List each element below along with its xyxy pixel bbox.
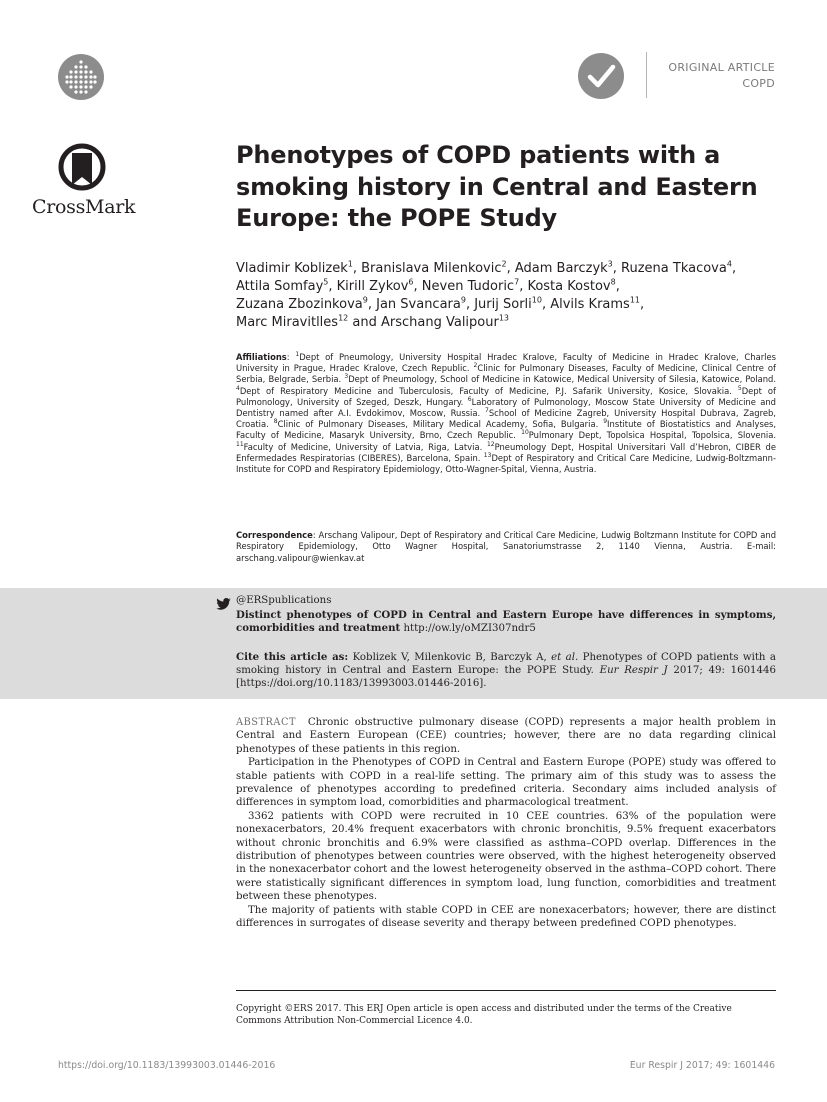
citation-journal: Eur Respir J: [599, 665, 668, 677]
correspondence: Correspondence: Arschang Valipour, Dept of Respiratory and Critical Care Medicine, Ludwig Boltzmann Institute for COPD and Respiratory Epidemiology, Otto Wagner Hospital, Sanatoriumstrasse 2, 1140 Vienna, Austria. E-mail: arschang.valipour@wienkav.at: [236, 530, 777, 563]
title-line: smoking history in Central and Eastern: [236, 172, 758, 201]
author: Ruzena Tkacova$^4$,: [621, 259, 737, 276]
author: Zuzana Zbozinkova$^9$,: [236, 295, 377, 312]
citation-ref[interactable]: 2017; 49: 1601446 [https://doi.org/10.1183/13993003.01446-2016].: [236, 665, 776, 690]
crossmark-bookmark-icon: [58, 143, 106, 193]
crossmark-label: CrossMark: [32, 196, 136, 218]
author: Kosta Kostov$^8$,: [527, 277, 620, 294]
article-type: [668, 60, 775, 92]
affiliation: $^{12}$Pneumology Dept, Hospital Universitari Vall d’Hebron, CIBER de Enfermedades Respiratorias (CIBERES), Barcelona, Spain.: [236, 440, 776, 463]
article-type-label: ORIGINAL ARTICLE: [668, 61, 775, 74]
abstract-paragraph: The majority of patients with stable COPD in CEE are nonexacerbators; however, there are distinct differences in surrogates of disease severity and therapy between predefined COPD phenotypes.: [236, 904, 776, 930]
author: Vladimir Koblizek$^1$,: [236, 259, 362, 276]
author: Adam Barczyk$^3$,: [514, 259, 622, 276]
twitter-bird-icon[interactable]: [216, 595, 231, 607]
citation-et-al: et al.: [551, 652, 579, 663]
citation-title: Phenotypes of COPD patients with a smoking history in Central and Eastern Europe: the POPE Study.: [236, 652, 776, 677]
footnote-divider: [236, 990, 776, 991]
affiliation: $^1$Dept of Pneumology, University Hospital Hradec Kralove, Faculty of Medicine in Hradec Kralove, Charles University in Prague, Hradec Kralove, Czech Republic.: [236, 351, 777, 374]
affiliation: $^4$Dept of Respiratory Medicine and Tuberculosis, Faculty of Medicine, P.J. Safarik University, Kosice, Slovakia.: [236, 384, 732, 396]
author: Alvils Krams$^{11}$,: [550, 295, 645, 312]
author: Attila Somfay$^5$,: [236, 277, 337, 294]
author-list: [236, 260, 781, 332]
article-title: [236, 140, 776, 235]
header-divider: [646, 52, 647, 98]
footer-doi-link[interactable]: https://doi.org/10.1183/13993003.01446-2016: [58, 1060, 276, 1071]
correspondence-text[interactable]: Arschang Valipour, Dept of Respiratory and Critical Care Medicine, Ludwig Boltzmann Institute for COPD and Respiratory Epidemiology, Otto Wagner Hospital, Sanatoriumstrasse 2, 1140 Vienna, Austria. E-mail: arschang.valipour@wienkav.at: [236, 530, 777, 563]
affiliation: $^{11}$Faculty of Medicine, University of Latvia, Riga, Latvia.: [236, 440, 483, 452]
abstract-heading: ABSTRACT: [236, 717, 297, 728]
author: Marc Miravitlles$^{12}$ and: [236, 313, 381, 330]
author: Neven Tudoric$^7$,: [421, 277, 528, 294]
affiliation: $^{13}$Dept of Respiratory and Critical Care Medicine, Ludwig-Boltzmann-Institute for COPD and Respiratory Epidemiology, Otto-Wagner-Spital, Vienna, Austria.: [236, 452, 776, 475]
article-topic: COPD: [742, 77, 775, 90]
tweet-link[interactable]: http://ow.ly/oMZI307ndr5: [403, 623, 536, 635]
affiliation: $^7$School of Medicine Zagreb, University Hospital Dubrava, Zagreb, Croatia.: [236, 407, 776, 430]
affiliations: Affiliations: $^1$Dept of Pneumology, University Hospital Hradec Kralove, Faculty of Medicine in Hradec Kralove, Charles University in Prague, Hradec Kralove, Czech Republic. $^2$Clinic for Pulmonary Diseases, Faculty of Medicine, Clinical Centre of Serbia, Belgrade, Serbia. $^3$Dept of Pneumology, School of Medicine in Katowice, Medical University of Silesia, Katowice, Poland. $^4$Dept of Respiratory Medicine and Tuberculosis, Faculty of Medicine, P.J. Safarik University, Kosice, Slovakia. $^5$Dept of Pulmonology, University of Szeged, Deszk, Hungary. $^6$Laboratory of Pulmonology, Moscow State University of Medicine and Dentistry named after A.I. Evdokimov, Moscow, Russia. $^7$School of Medicine Zagreb, University Hospital Dubrava, Zagreb, Croatia. $^8$Clinic of Pulmonary Diseases, Military Medical Academy, Sofia, Bulgaria. $^9$Institute of Biostatistics and Analyses, Faculty of Medicine, Masaryk University, Brno, Czech Republic. $^{10}$Pulmonary Dept, Topolsica Hospital, Topolsica, Slovenia. $^{11}$Faculty of Medicine, University of Latvia, Riga, Latvia. $^{12}$Pneumology Dept, Hospital Universitari Vall d’Hebron, CIBER de Enfermedades Respiratorias (CIBERES), Barcelona, Spain. $^{13}$Dept of Respiratory and Critical Care Medicine, Ludwig-Boltzmann-Institute for COPD and Respiratory Epidemiology, Otto-Wagner-Spital, Vienna, Austria.: [236, 351, 777, 475]
tweet-body: Distinct phenotypes of COPD in Central and Eastern Europe have differences in symptoms, comorbidities and treatment: [236, 609, 776, 635]
abstract-paragraph: ABSTRACT Chronic obstructive pulmonary disease (COPD) represents a major health problem in Central and Eastern European (CEE) countries; however, there are no data regarding clinical phenotypes of these patients in this region.: [236, 717, 776, 755]
crossmark-badge[interactable]: [32, 143, 136, 218]
citation: [236, 651, 776, 691]
citation-authors: Koblizek V, Milenkovic B, Barczyk A,: [352, 652, 547, 663]
copyright-notice: Copyright ©ERS 2017. This ERJ Open article is open access and distributed under the terms of the Creative Commons Attribution Non-Commercial Licence 4.0.: [236, 1004, 732, 1026]
abstract-paragraph: Participation in the Phenotypes of COPD in Central and Eastern Europe (POPE) study was offered to stable patients with COPD in a real-life setting. The primary aim of this study was to assess the prevalence of phenotypes according to predefined criteria. Secondary aims included analysis of differences in symptom load, comorbidities and pharmacological treatment.: [236, 757, 776, 809]
title-line: Phenotypes of COPD patients with a: [236, 141, 721, 169]
author: Arschang Valipour$^{13}$: [380, 313, 510, 330]
correspondence-label: Correspondence: [236, 530, 313, 540]
affiliation: $^8$Clinic of Pulmonary Diseases, Military Medical Academy, Sofia, Bulgaria.: [273, 418, 599, 430]
twitter-handle[interactable]: @ERSpublications: [236, 595, 332, 606]
tweet-text: [236, 609, 776, 635]
author: Jan Svancara$^9$,: [376, 295, 475, 312]
ers-lungs-logo-icon: [58, 54, 104, 100]
affiliation: $^9$Institute of Biostatistics and Analyses, Faculty of Medicine, Masaryk University, Brno, Czech Republic.: [236, 418, 777, 441]
affiliation: $^5$Dept of Pulmonology, University of Szeged, Deszk, Hungary.: [236, 384, 777, 407]
affiliations-label: Affiliations: [236, 352, 287, 362]
author: Branislava Milenkovic$^2$,: [361, 259, 515, 276]
affiliation: $^3$Dept of Pneumology, School of Medicine in Katowice, Medical University of Silesia, Katowice, Poland.: [344, 373, 776, 385]
checkmark-circle-icon: [578, 53, 624, 99]
abstract-paragraph: 3362 patients with COPD were recruited in 10 CEE countries. 63% of the population were nonexacerbators, 20.4% frequent exacerbators with chronic bronchitis, 9.5% frequent exacerbators without chronic bronchitis and 6.9% were classified as asthma–COPD overlap. Differences in the distribution of phenotypes between countries were observed, with the highest heterogeneity observed in the nonexacerbator cohort and the lowest heterogeneity observed in the asthma–COPD cohort. There were statistically significant differences in symptom load, lung function, comorbidities and treatment between these phenotypes.: [236, 810, 776, 903]
footer-journal-ref: Eur Respir J 2017; 49: 1601446: [629, 1060, 775, 1071]
affiliation: $^2$Clinic for Pulmonary Diseases, Faculty of Medicine, Clinical Centre of Serbia, Belgrade, Serbia.: [236, 362, 776, 385]
affiliation: $^{10}$Pulmonary Dept, Topolsica Hospital, Topolsica, Slovenia.: [521, 429, 776, 441]
abstract: [236, 716, 776, 931]
author: Jurij Sorli$^{10}$,: [474, 295, 551, 312]
title-line: Europe: the POPE Study: [236, 204, 558, 232]
affiliation: $^6$Laboratory of Pulmonology, Moscow State University of Medicine and Dentistry named after A.I. Evdokimov, Moscow, Russia.: [236, 396, 777, 419]
citation-label: Cite this article as:: [236, 651, 349, 663]
author: Kirill Zykov$^6$,: [336, 277, 422, 294]
